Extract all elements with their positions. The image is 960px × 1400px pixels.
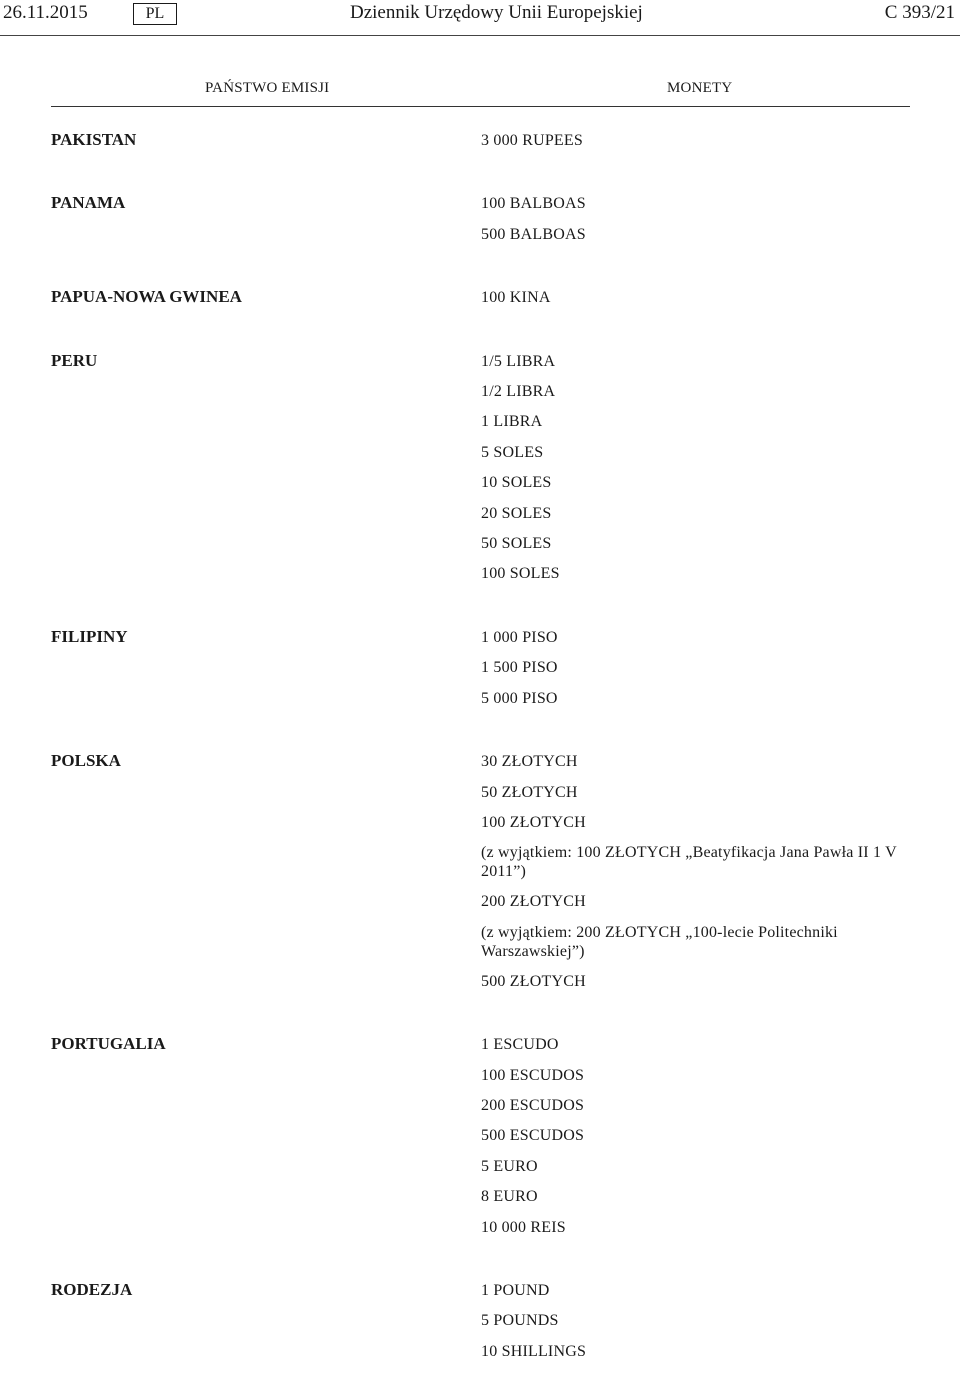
coin-entry: 8 EURO bbox=[481, 1188, 538, 1206]
coin-entry: 100 ESCUDOS bbox=[481, 1066, 585, 1084]
country-name: POLSKA bbox=[51, 751, 121, 771]
coin-entry: 50 ZŁOTYCH bbox=[481, 783, 578, 801]
publication-date: 26.11.2015 bbox=[3, 2, 88, 23]
table-row bbox=[0, 283, 960, 313]
table-row bbox=[0, 623, 960, 714]
coin-entry: 10 SHILLINGS bbox=[481, 1342, 587, 1360]
coin-list bbox=[481, 623, 901, 714]
coin-list bbox=[481, 1276, 901, 1367]
coin-entry: 10 000 REIS bbox=[481, 1218, 566, 1236]
country-name: PAPUA-NOWA GWINEA bbox=[51, 287, 242, 307]
coin-entry: 5 POUNDS bbox=[481, 1312, 559, 1330]
coin-exception-note: (z wyjątkiem: 200 ZŁOTYCH „100-lecie Politechniki Warszawskiej”) bbox=[481, 923, 838, 960]
table-row bbox=[0, 1276, 960, 1367]
country-name: PERU bbox=[51, 350, 98, 370]
coin-entry: 5 000 PISO bbox=[481, 689, 558, 707]
coin-entry: 100 ZŁOTYCH bbox=[481, 813, 586, 831]
coin-list bbox=[481, 126, 901, 156]
coin-entry: 200 ESCUDOS bbox=[481, 1096, 585, 1114]
table-row bbox=[0, 747, 960, 997]
coin-entry: 50 SOLES bbox=[481, 535, 552, 553]
coin-entry: 1 000 PISO bbox=[481, 628, 558, 646]
coin-entry: 1 POUND bbox=[481, 1281, 550, 1299]
coin-entry: 10 SOLES bbox=[481, 474, 552, 492]
coin-entry: 500 BALBOAS bbox=[481, 225, 586, 243]
coin-entry: 500 ESCUDOS bbox=[481, 1127, 585, 1145]
page-reference: C 393/21 bbox=[884, 2, 955, 23]
coin-entry: 100 BALBOAS bbox=[481, 195, 586, 213]
header-divider bbox=[0, 35, 960, 36]
journal-title: Dziennik Urzędowy Unii Europejskiej bbox=[350, 2, 643, 23]
coin-entry: 5 SOLES bbox=[481, 443, 544, 461]
coin-exception-note: (z wyjątkiem: 100 ZŁOTYCH „Beatyfikacja Jana Pawła II 1 V 2011”) bbox=[481, 844, 897, 881]
coin-entry: 200 ZŁOTYCH bbox=[481, 893, 586, 911]
coin-entry: 1 LIBRA bbox=[481, 413, 543, 431]
coin-entry: 20 SOLES bbox=[481, 504, 552, 522]
coin-list bbox=[481, 189, 901, 250]
coin-list bbox=[481, 283, 901, 313]
coin-entry: 100 KINA bbox=[481, 289, 551, 307]
coin-entry: 500 ZŁOTYCH bbox=[481, 972, 586, 990]
coin-entry: 30 ZŁOTYCH bbox=[481, 753, 578, 771]
coin-entry: 1/5 LIBRA bbox=[481, 352, 556, 370]
coin-list bbox=[481, 747, 901, 997]
coin-entry: 1/2 LIBRA bbox=[481, 383, 556, 401]
coin-entry: 1 500 PISO bbox=[481, 659, 558, 677]
country-name: PAKISTAN bbox=[51, 130, 137, 149]
country-name: RODEZJA bbox=[51, 1279, 133, 1299]
language-code-box: PL bbox=[133, 3, 177, 25]
coin-entry: 1 ESCUDO bbox=[481, 1036, 559, 1054]
country-name: FILIPINY bbox=[51, 626, 128, 646]
coin-entry: 3 000 RUPEES bbox=[481, 132, 583, 149]
country-name: PANAMA bbox=[51, 193, 126, 213]
coin-list bbox=[481, 1030, 901, 1243]
country-name: PORTUGALIA bbox=[51, 1034, 166, 1054]
coin-list bbox=[481, 347, 901, 590]
table-row bbox=[0, 126, 960, 156]
column-header-divider bbox=[51, 106, 910, 107]
table-row bbox=[0, 1030, 960, 1243]
coin-entry: 100 SOLES bbox=[481, 565, 560, 583]
table-row bbox=[0, 189, 960, 250]
column-header-state: PAŃSTWO EMISJI bbox=[205, 80, 330, 96]
column-header-coins: MONETY bbox=[667, 80, 733, 96]
coin-entry: 5 EURO bbox=[481, 1157, 538, 1175]
country-coin-table bbox=[0, 126, 960, 1400]
table-row bbox=[0, 347, 960, 590]
